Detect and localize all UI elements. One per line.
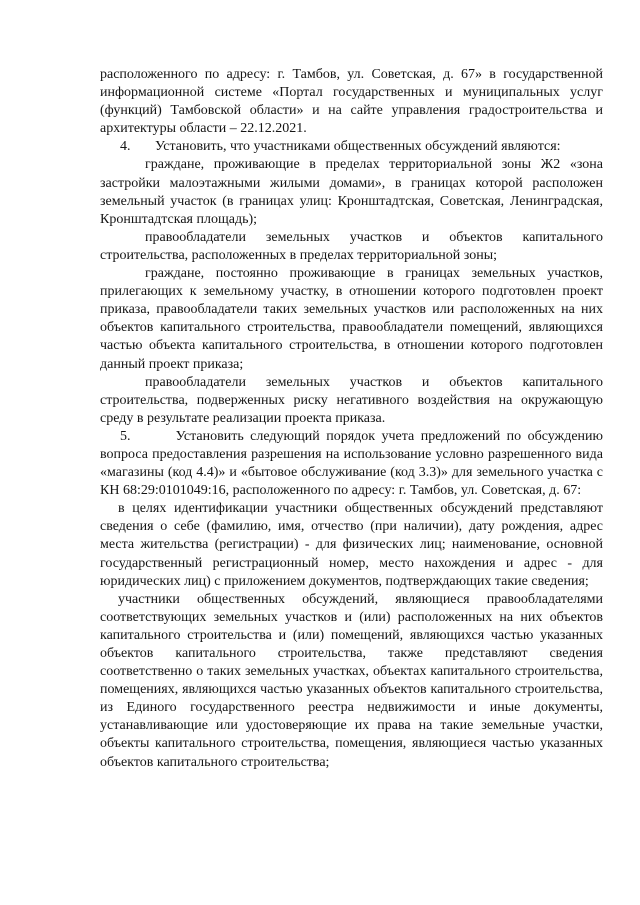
paragraph-participants-environment: правообладатели земельных участков и объектов капитального строительства, подверженных риску негативного воздействия на окружающую среду в результате реализации проекта приказа. xyxy=(100,374,603,426)
paragraph-identification: в целях идентификации участники общественных обсуждений представляют сведения о себе (фамилию, имя, отчество (при наличии), дату рождения, адрес места жительства (регистрации) - для физических лиц; наименование, основной государственный регистрационный номер, место нахождения и адрес - для юридических лиц) с приложением документов, подтверждающих такие сведения; xyxy=(100,501,603,589)
document-body xyxy=(100,66,603,772)
paragraph-participants-adjacent: граждане, постоянно проживающие в границах земельных участков, прилегающих к земельному участку, в отношении которого подготовлен проект приказа, правообладатели таких земельных участков или расположенных на них объектов капитального строительства, правообладатели помещений, являющихся частью объекта капитального строительства, в отношении которого подготовлен данный проект приказа; xyxy=(100,266,603,372)
paragraph-rightholder-documents: участники общественных обсуждений, являющиеся правообладателями соответствующих земельных участков и (или) расположенных на них объектов капитального строительства и (или) помещений, являющихся частью указанных объектов капитального строительства, также представляют сведения соответственно о таких земельных участках, объектах капитального строительства, помещениях, являющихся частью указанных объектов капитального строительства, из Единого государственного реестра недвижимости и иные документы, устанавливающие или удостоверяющие их права на такие земельные участки, объекты капитального строительства, помещения, являющиеся частью указанных объектов капитального строительства; xyxy=(100,591,603,770)
paragraph-participants-rightholders-zone: правообладатели земельных участков и объектов капитального строительства, расположенных в пределах территориальной зоны; xyxy=(100,229,603,263)
paragraph-item-4: 4. Установить, что участниками общественных обсуждений являются: xyxy=(120,139,561,155)
paragraph-continuation: расположенного по адресу: г. Тамбов, ул. Советская, д. 67» в государственной информационной системе «Портал государственных и муниципальных услуг (функций) Тамбовской области» и на сайте управления градостроительства и архитектуры области – 22.12.2021. xyxy=(100,67,603,137)
paragraph-participants-citizens-zone: граждане, проживающие в пределах территориальной зоны Ж2 «зона застройки малоэтажными жилыми домами», в границах которой расположен земельный участок (в границах улиц: Кронштадтская, Советская, Ленинградская, Кронштадтская площадь); xyxy=(100,157,603,227)
paragraph-item-5: 5. Установить следующий порядок учета предложений по обсуждению вопроса предоставления разрешения на использование условно разрешенного вида «магазины (код 4.4)» и «бытовое обслуживание (код 3.3)» для земельного участка с КН 68:29:0101049:16, расположенного по адресу: г. Тамбов, ул. Советская, д. 67: xyxy=(100,428,603,499)
